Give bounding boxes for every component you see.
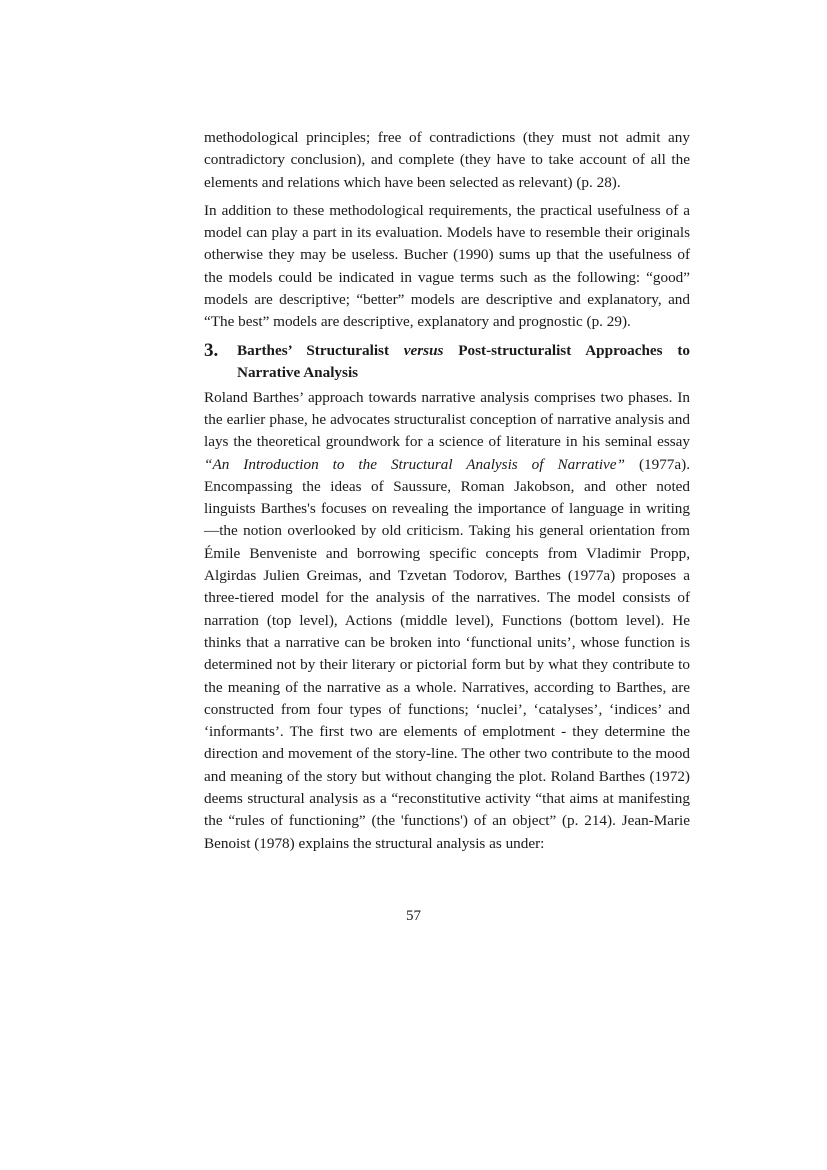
section-title	[237, 340, 690, 384]
essay-title: “An Introduction to the Structural Analysis of Narrative”	[204, 455, 625, 473]
section-title-part-1: Barthes’ Structuralist	[237, 341, 404, 359]
paragraph-3-body: (1977a). Encompassing the ideas of Saussure, Roman Jakobson, and other noted linguists Barthes's focuses on revealing the importance of language in writing—the notion overlooked by old criticism. Taking his general orientation from Émile Benveniste and borrowing specific concepts from Vladimir Propp, Algirdas Julien Greimas, and Tzvetan Todorov, Barthes (1977a) proposes a three-tiered model for the analysis of the narratives. The model consists of narration (top level), Actions (middle level), Functions (bottom level). He thinks that a narrative can be broken into ‘functional units’, whose function is determined not by their literary or pictorial form but by what they contribute to the meaning of the narrative as a whole. Narratives, according to Barthes, are constructed from four types of functions; ‘nuclei’, ‘catalyses’, ‘indices’ and ‘informants’. The first two are elements of emplotment - they determine the direction and movement of the story-line. The other two contribute to the mood and meaning of the story but without changing the plot. Roland Barthes (1972) deems structural analysis as a “reconstitutive activity “that aims at manifesting the “rules of functioning” (the 'functions') of an object” (p. 214). Jean-Marie Benoist (1978) explains the structural analysis as under:	[204, 455, 690, 852]
paragraph-barthes-approach	[204, 387, 690, 855]
section-heading	[204, 340, 690, 384]
section-title-part-2: Post-structuralist Approaches to Narrative Analysis	[237, 341, 690, 381]
paragraph-methodological-principles: methodological principles; free of contradictions (they must not admit any contradictory conclusion), and complete (they have to take account of all the elements and relations which have been selected as relevant) (p. 28).	[204, 129, 690, 191]
body-text	[204, 127, 690, 861]
paragraph-model-usefulness: In addition to these methodological requirements, the practical usefulness of a model can play a part in its evaluation. Models have to resemble their originals otherwise they may be useless. Bucher (1990) sums up that the usefulness of the models could be indicated in vague terms such as the following: “good” models are descriptive; “better” models are descriptive and explanatory, and “The best” models are descriptive, explanatory and prognostic (p. 29).	[204, 201, 690, 331]
section-number: 3.	[204, 339, 219, 361]
section-title-italic: versus	[403, 341, 444, 359]
page-number: 57	[406, 908, 421, 924]
paragraph-3-intro: Roland Barthes’ approach towards narrative analysis comprises two phases. In the earlier phase, he advocates structuralist conception of narrative analysis and lays the theoretical groundwork for a science of literature in his seminal essay	[204, 388, 690, 451]
